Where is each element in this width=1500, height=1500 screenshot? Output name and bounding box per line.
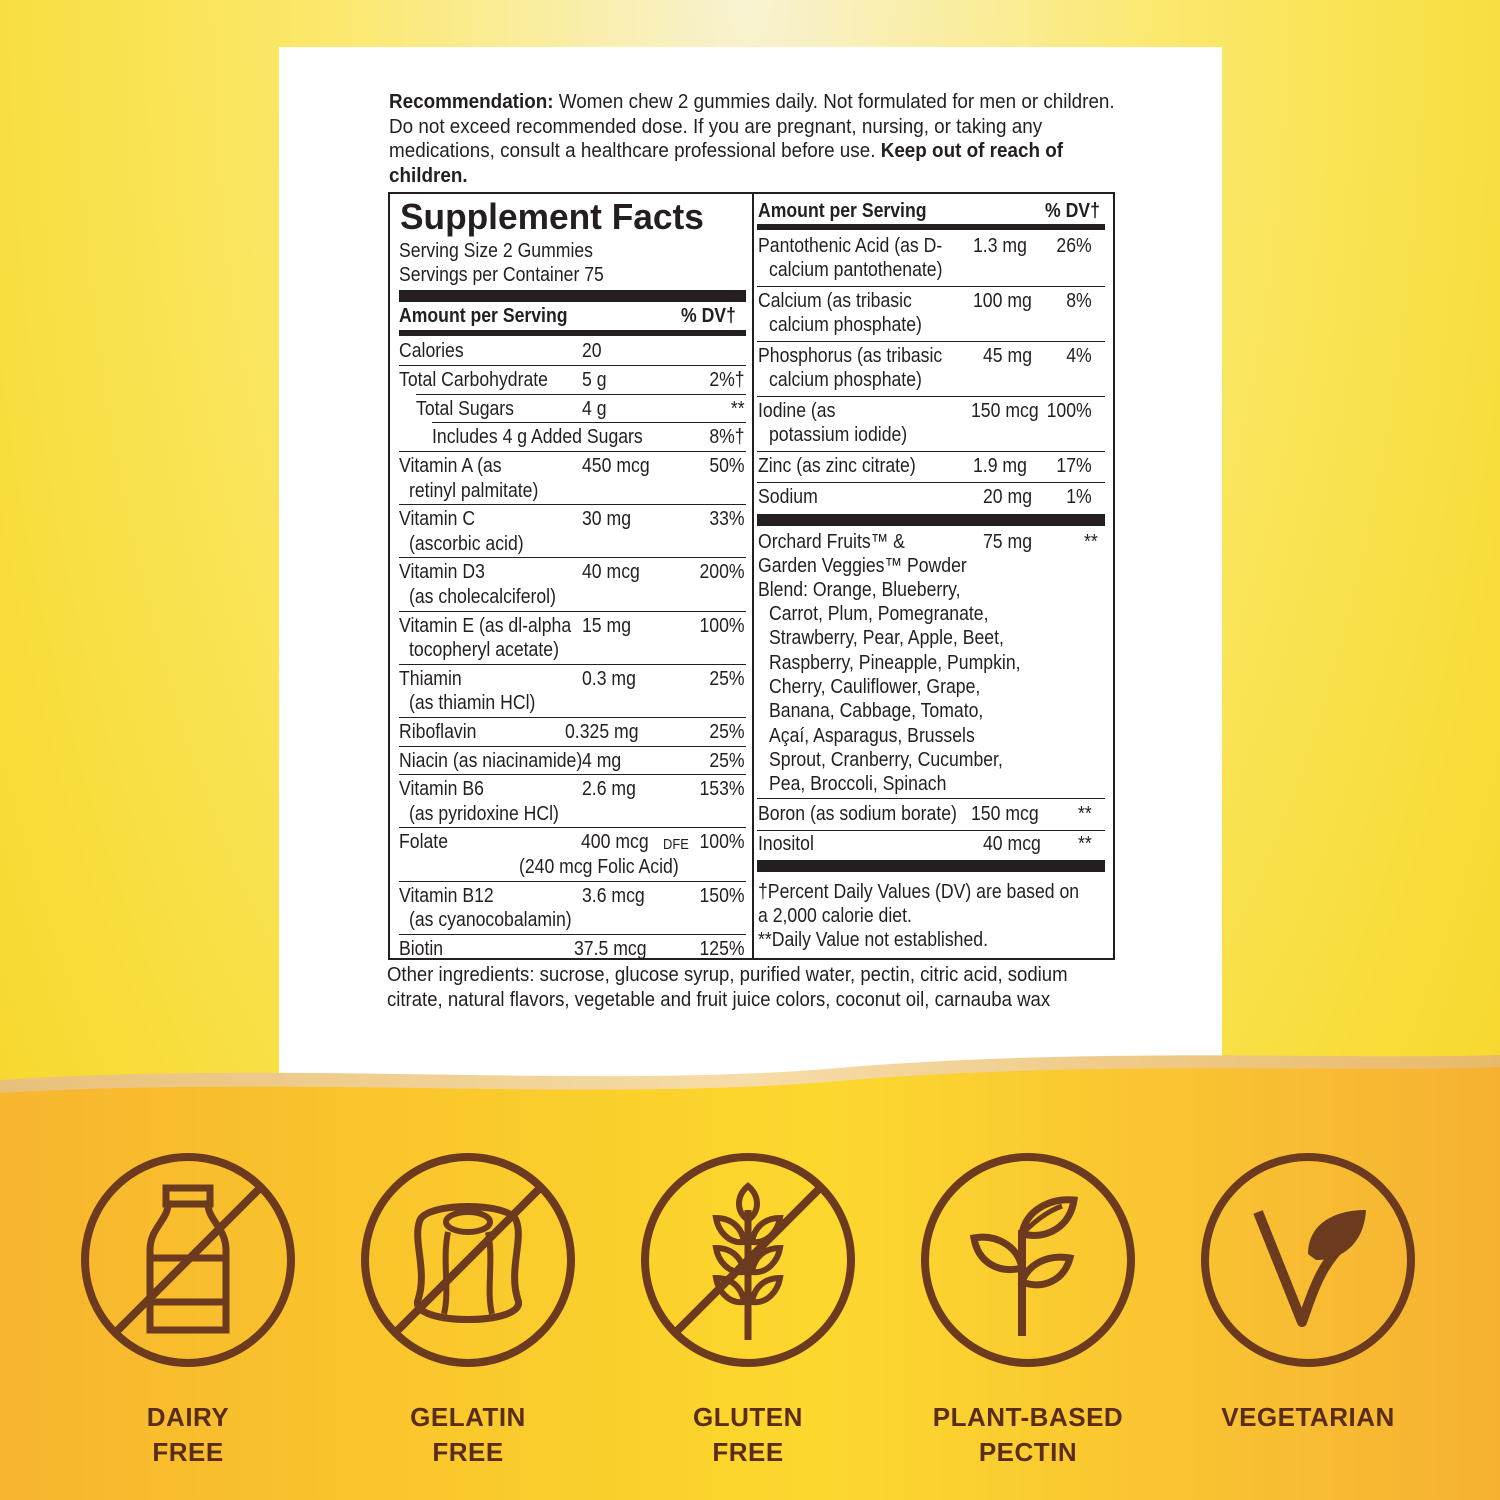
row-rule: [399, 365, 746, 366]
nutrient-name: Boron (as sodium borate): [758, 802, 957, 825]
nutrient-dv: 25%: [709, 719, 745, 743]
nutrient-name-detail: (240 mcg Folic Acid): [519, 854, 679, 878]
badge-label-plant-based: [898, 1400, 1158, 1470]
nutrient-name: Iodine (as: [758, 399, 836, 422]
nutrient-name: Vitamin D3: [399, 560, 485, 584]
blend-ingredient-line: Sprout, Cranberry, Cucumber,: [769, 747, 1003, 771]
nutrient-name: Vitamin B12: [399, 883, 494, 907]
gluten-free-icon: [638, 1150, 858, 1370]
badge-label-gluten: [618, 1400, 878, 1470]
blend-line-3: Blend: Orange, Blueberry,: [758, 578, 961, 601]
vegetarian-icon: [1198, 1150, 1418, 1370]
column-divider: [752, 194, 754, 958]
nutrient-name: Vitamin C: [399, 507, 476, 531]
blend-ingredient-line: Cherry, Cauliflower, Grape,: [769, 674, 981, 698]
nutrient-amount: 2.6 mg: [582, 777, 636, 801]
blend-ingredient-line: Strawberry, Pear, Apple, Beet,: [769, 626, 1004, 650]
row-rule: [399, 881, 746, 882]
nutrient-dv: 100%: [699, 830, 745, 854]
row-rule: [399, 451, 746, 452]
row-rule: [757, 451, 1105, 452]
nutrient-dv: 153%: [699, 777, 745, 801]
nutrient-dv: **: [1077, 802, 1092, 825]
plant-icon: [918, 1150, 1138, 1370]
nutrient-amount: 1.3 mg: [973, 234, 1027, 257]
nutrient-amount: 150 mcg: [971, 399, 1039, 422]
nutrient-dv: 25%: [709, 748, 745, 772]
nutrient-name-detail: (as cholecalciferol): [409, 584, 556, 608]
nutrient-dv: 25%: [709, 666, 745, 690]
nutrient-amount: 0.3 mg: [582, 666, 636, 690]
recommendation-label: Recommendation:: [389, 90, 554, 113]
badge-label-line1: PLANT-BASED: [932, 1402, 1124, 1432]
nutrient-name-detail: (as cyanocobalamin): [409, 907, 572, 931]
nutrient-amount: 1.9 mg: [973, 454, 1027, 477]
row-rule: [399, 664, 746, 665]
blend-ingredient-line: Banana, Cabbage, Tomato,: [769, 699, 984, 723]
left-header-amount: Amount per Serving: [399, 304, 568, 327]
row-rule: [399, 746, 746, 747]
nutrient-dv: 125%: [699, 936, 745, 960]
row-rule: [432, 422, 746, 423]
blend-dv: **: [1084, 530, 1098, 553]
row-rule: [416, 394, 746, 395]
supplement-facts-panel: [388, 192, 1115, 960]
nutrient-dv: 8%: [1066, 289, 1092, 312]
nutrient-amount: 100 mg: [973, 289, 1032, 312]
nutrient-amount: 3.6 mcg: [582, 883, 645, 907]
badge-label-vegetarian: [1178, 1400, 1438, 1435]
nutrient-amount: 4 g: [582, 396, 607, 420]
badge-label-line2: PECTIN: [978, 1437, 1078, 1467]
dairy-free-icon: [78, 1150, 298, 1370]
footnote-calorie: a 2,000 calorie diet.: [758, 904, 912, 927]
blend-ingredient-line: Raspberry, Pineapple, Pumpkin,: [769, 650, 1021, 674]
nutrient-name: Niacin (as niacinamide): [399, 748, 583, 772]
nutrient-name: Total Carbohydrate: [399, 367, 548, 391]
nutrient-name-detail: (as pyridoxine HCl): [409, 801, 559, 825]
nutrient-dv: 1%: [1066, 484, 1092, 508]
nutrient-dv: 100%: [1046, 399, 1092, 422]
nutrient-amount: 37.5 mcg: [574, 936, 647, 960]
nutrient-amount: 40 mcg: [983, 832, 1041, 855]
row-rule: [399, 557, 746, 558]
nutrient-name: Vitamin A (as: [399, 454, 502, 478]
right-header-dv: % DV†: [1045, 199, 1100, 222]
nutrient-name-detail: (as thiamin HCl): [409, 690, 536, 714]
nutrient-dv: 100%: [699, 613, 745, 637]
nutrient-amount: 20: [582, 339, 602, 362]
row-rule: [399, 611, 746, 612]
nutrient-name-detail: (ascorbic acid): [409, 531, 524, 555]
nutrient-dv: 150%: [699, 883, 745, 907]
nutrient-amount: 0.325 mg: [565, 719, 639, 743]
nutrient-name: Thiamin: [399, 666, 462, 690]
badge-label-line1: GLUTEN: [693, 1402, 803, 1432]
nutrient-dv: 26%: [1056, 234, 1092, 257]
nutrient-name: Phosphorus (as tribasic: [758, 344, 943, 367]
nutrient-dv: 17%: [1056, 454, 1092, 477]
row-rule: [757, 482, 1105, 483]
blend-ingredient-line: Pea, Broccoli, Spinach: [769, 772, 947, 796]
nutrient-name-detail: retinyl palmitate): [409, 478, 539, 502]
row-rule: [757, 341, 1105, 342]
badge-label-line1: GELATIN: [410, 1402, 526, 1432]
nutrient-name-detail: calcium phosphate): [769, 368, 922, 392]
nutrient-dv: **: [1077, 832, 1092, 855]
badge-label-gelatin: [338, 1400, 598, 1470]
badge-label-line1: VEGETARIAN: [1221, 1402, 1395, 1432]
nutrient-name: Total Sugars: [416, 396, 514, 420]
row-rule: [757, 830, 1105, 831]
nutrient-dv: 8%†: [709, 425, 745, 449]
row-rule: [757, 798, 1105, 799]
nutrient-dv: **: [730, 396, 745, 420]
thick-rule: [399, 290, 746, 302]
medium-rule: [399, 330, 746, 336]
nutrient-name-detail: calcium pantothenate): [769, 258, 943, 282]
row-rule: [757, 286, 1105, 287]
badge-label-dairy: [58, 1400, 318, 1470]
serving-size: Serving Size 2 Gummies: [399, 239, 594, 262]
nutrient-amount: 15 mg: [582, 613, 632, 637]
nutrient-amount: 45 mg: [983, 344, 1033, 367]
nutrient-amount: 5 g: [582, 367, 607, 391]
badge-label-line2: FREE: [712, 1437, 784, 1467]
row-rule: [757, 396, 1105, 397]
badge-label-line2: FREE: [432, 1437, 504, 1467]
nutrient-name: Vitamin B6: [399, 777, 484, 801]
badge-label-line1: DAIRY: [146, 1402, 230, 1432]
nutrient-dv: 4%: [1066, 344, 1092, 367]
blend-ingredient-line: Açaí, Asparagus, Brussels: [769, 723, 975, 747]
nutrient-name: Zinc (as zinc citrate): [758, 454, 916, 477]
recommendation-warning: Keep out of reach of children.: [389, 139, 1064, 187]
supplement-facts-title: Supplement Facts: [400, 196, 704, 237]
right-header-amount: Amount per Serving: [758, 199, 927, 222]
servings-per-container: Servings per Container 75: [399, 263, 604, 286]
row-rule: [399, 504, 746, 505]
footnote-not-established: **Daily Value not established.: [758, 928, 988, 951]
nutrient-name-detail: tocopheryl acetate): [409, 637, 559, 661]
footnote-dv: †Percent Daily Values (DV) are based on: [758, 880, 1080, 903]
row-rule: [399, 934, 746, 935]
nutrient-name: Riboflavin: [399, 719, 477, 743]
nutrient-name: Inositol: [758, 832, 814, 855]
blend-amount: 75 mg: [983, 530, 1033, 553]
row-rule: [399, 717, 746, 718]
row-rule: [399, 827, 746, 828]
blend-ingredient-line: Carrot, Plum, Pomegranate,: [769, 602, 989, 625]
nutrient-amount: 400 mcg: [581, 830, 649, 854]
nutrient-name: Calcium (as tribasic: [758, 289, 912, 312]
nutrient-name: Pantothenic Acid (as D-: [758, 234, 943, 257]
nutrient-name: Vitamin E (as dl-alpha: [399, 613, 572, 637]
nutrient-dv: 2%†: [709, 367, 745, 391]
blend-line-1: Orchard Fruits™ &: [758, 530, 905, 553]
nutrient-name-detail: calcium phosphate): [769, 313, 922, 337]
nutrient-name: Sodium: [758, 484, 818, 508]
nutrient-name: Calories: [399, 339, 464, 362]
blend-line-2: Garden Veggies™ Powder: [758, 554, 967, 577]
nutrient-name: Folate: [399, 830, 449, 854]
left-header-dv: % DV†: [681, 304, 736, 327]
nutrient-dv: 200%: [699, 560, 745, 584]
nutrient-name: Biotin: [399, 936, 444, 960]
row-rule: [399, 774, 746, 775]
nutrient-amount: 40 mcg: [582, 560, 640, 584]
nutrient-amount: 450 mcg: [582, 454, 650, 478]
nutrient-amount: 4 mg: [582, 748, 622, 772]
nutrient-dv: 33%: [709, 507, 745, 531]
right-medium-rule: [757, 224, 1105, 230]
nutrient-amount: 150 mcg: [971, 802, 1039, 825]
nutrient-name-detail: potassium iodide): [769, 423, 908, 447]
other-ingredients: Other ingredients: sucrose, glucose syrup, purified water, pectin, citric acid, sodium citrate, natural flavors, vegetable and fruit juice colors, coconut oil, carnauba wax: [387, 963, 1068, 1011]
nutrient-unit: DFE: [663, 836, 689, 854]
recommendation-text: [389, 90, 1116, 188]
nutrient-dv: 50%: [709, 454, 745, 478]
gelatin-free-icon: [358, 1150, 578, 1370]
right-thick-rule: [757, 514, 1105, 526]
nutrient-name: Includes 4 g Added Sugars: [432, 425, 643, 449]
right-bottom-thick-rule: [757, 860, 1105, 872]
nutrient-amount: 20 mg: [983, 484, 1033, 508]
recommendation-body: Women chew 2 gummies daily. Not formulated for men or children. Do not exceed recommended dose. If you are pregnant, nursing, or taking any medications, consult a healthcare professional before use.: [389, 90, 1115, 162]
nutrient-amount: 30 mg: [582, 507, 632, 531]
badge-label-line2: FREE: [152, 1437, 224, 1467]
